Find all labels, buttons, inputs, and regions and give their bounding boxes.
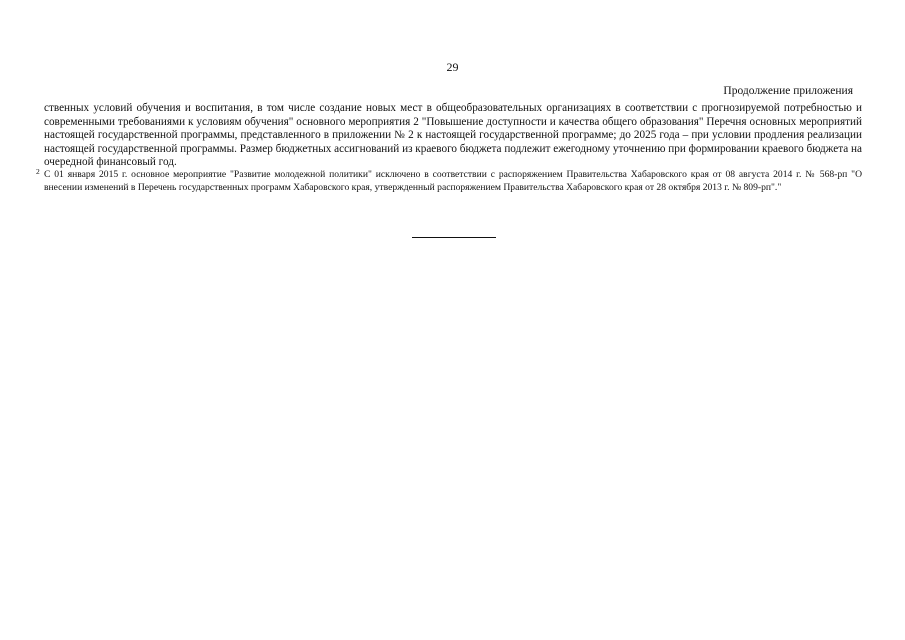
- footnote-mark: 2: [36, 167, 40, 176]
- footnote: [36, 167, 862, 194]
- continuation-label: Продолжение приложения: [723, 85, 853, 97]
- footnote-text: С 01 января 2015 г. основное мероприятие "Развитие молодежной политики" исключено в соответствии с распоряжением Правительства Хабаровского края от 08 августа 2014 г. № 568-рп "О внесении изменений в Перечень государственных программ Хабаровского края, утвержденный распоряжением Правительства Хабаровского края от 28 октября 2013 г. № 809-рп".": [44, 169, 862, 193]
- page-number: 29: [446, 60, 459, 74]
- main-paragraph: ственных условий обучения и воспитания, в том числе создание новых мест в общеобразовательных организациях в соответствии с прогнозируемой потребностью и современными требованиями к условиям обучения" основного мероприятия 2 "Повышение доступности и качества общего образования" Перечня основных мероприятий настоящей государственной программы, представленного в приложении № 2 к настоящей государственной программе; до 2025 года – при условии продления реализации настоящей государственной программы. Размер бюджетных ассигнований из краевого бюджета подлежит ежегодному уточнению при формировании краевого бюджета на очередной финансовый год.: [44, 102, 862, 168]
- end-separator-line: [412, 237, 496, 238]
